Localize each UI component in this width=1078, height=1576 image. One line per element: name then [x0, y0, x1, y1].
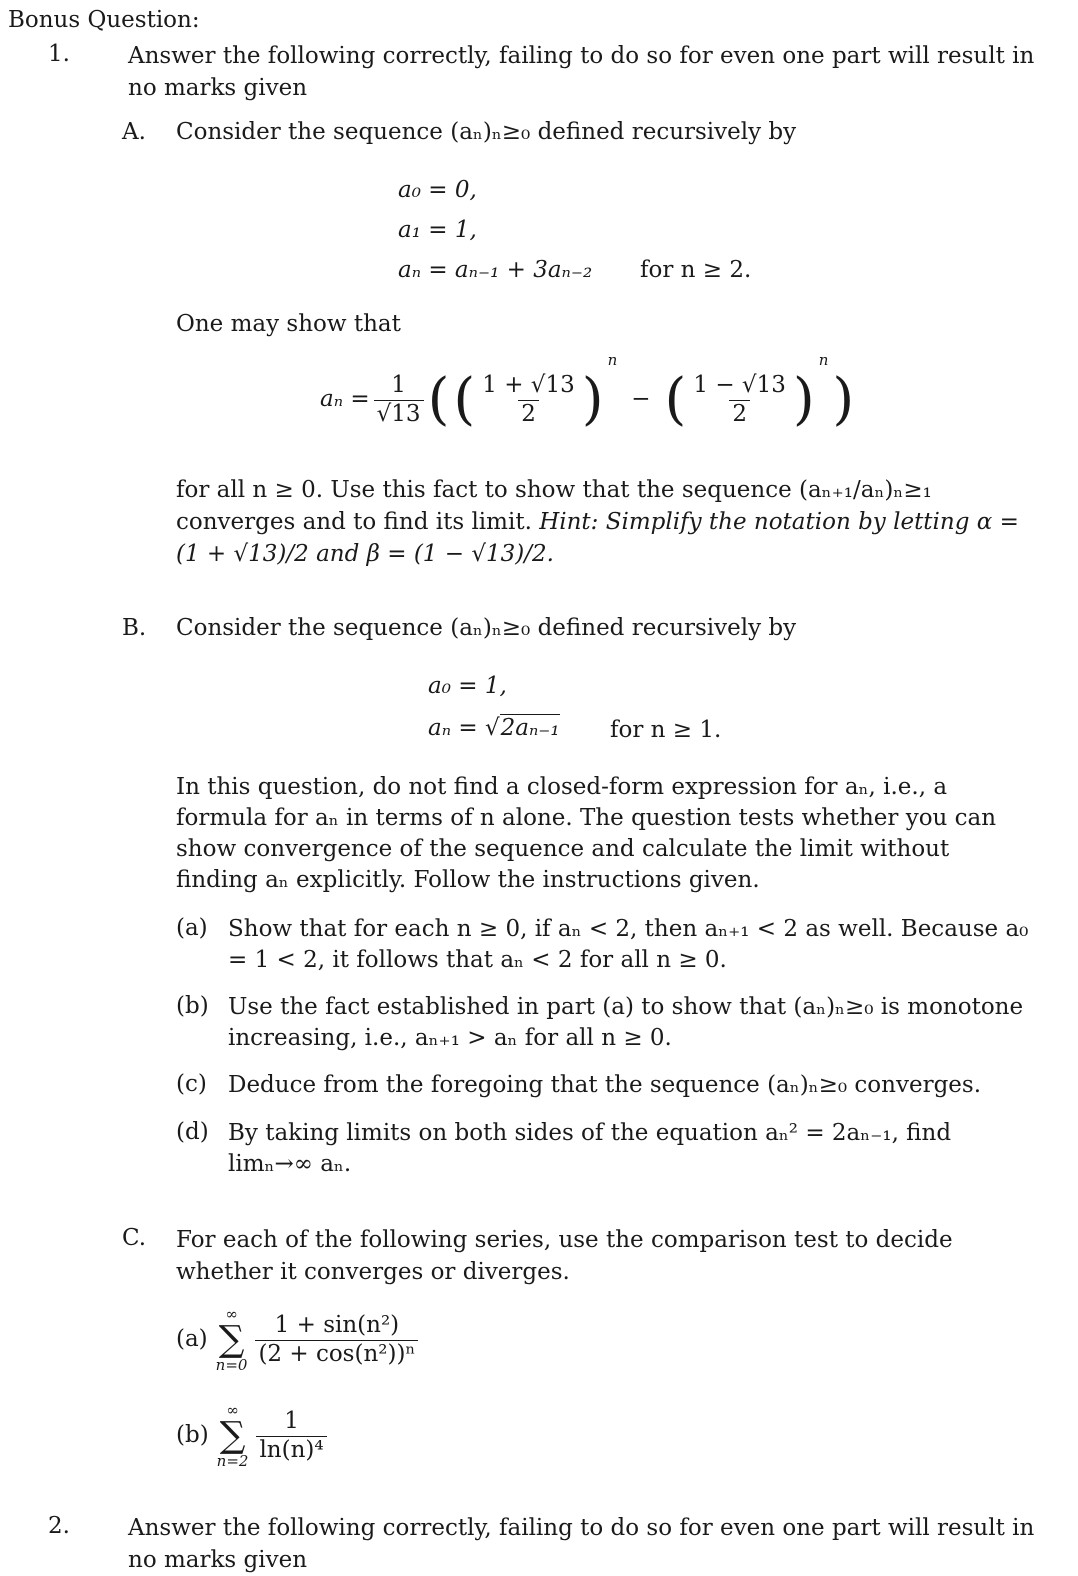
- series-b-label: (b): [176, 1422, 209, 1449]
- part-b-eq-recurrence: [428, 714, 560, 744]
- part-a-body: [176, 474, 1036, 570]
- series-a-sum: [216, 1307, 248, 1373]
- series-a: [176, 1300, 418, 1380]
- outer-paren-close: ): [832, 367, 855, 432]
- formula-coefficient: [374, 372, 424, 428]
- series-b-sum: [217, 1403, 249, 1469]
- part-a-hint: Hint: Simplify the notation by letting α = (1 + √13)/2 and β = (1 − √13)/2.: [176, 509, 1019, 567]
- series-b-term: [256, 1408, 326, 1464]
- q2-number: 2.: [48, 1513, 70, 1539]
- part-b-eq-radicand: 2aₙ₋₁: [500, 715, 560, 741]
- part-b-paragraph: In this question, do not find a closed-form expression for aₙ, i.e., a formula for aₙ in terms of n alone. The question tests whether you can show convergence of the sequence and calculate the limit without finding aₙ explicitly. Follow the instructions given.: [176, 774, 997, 893]
- part-a-eq-a1: a₁ = 1,: [398, 217, 477, 243]
- part-b-b-text: Use the fact established in part (a) to show that (aₙ)ₙ≥₀ is monotone increasing, i.e., aₙ₊₁ > aₙ for all n ≥ 0.: [228, 994, 1024, 1051]
- series-a-label: (a): [176, 1326, 208, 1353]
- part-b-c-text: Deduce from the foregoing that the sequence (aₙ)ₙ≥₀ converges.: [228, 1072, 982, 1098]
- series-a-den: (2 + cos(n²))ⁿ: [255, 1340, 418, 1369]
- part-a-body-text: for all n ≥ 0. Use this fact to show that the sequence (aₙ₊₁/aₙ)ₙ≥₁ converges and to find its limit.: [176, 477, 932, 535]
- part-c-intro: For each of the following series, use the comparison test to decide whether it converges or diverges.: [176, 1227, 953, 1285]
- series-b-lower: n=2: [216, 1452, 249, 1470]
- formula-t1-den: 2: [518, 400, 539, 429]
- formula-t2-den: 2: [729, 400, 750, 429]
- term2-paren-close: ): [792, 367, 815, 432]
- part-b-a-text: Show that for each n ≥ 0, if aₙ < 2, then aₙ₊₁ < 2 as well. Because a₀ = 1 < 2, it follows that aₙ < 2 for all n ≥ 0.: [228, 916, 1029, 973]
- formula-term2: [690, 372, 788, 428]
- formula-minus: −: [631, 386, 651, 413]
- part-a-label: A.: [122, 119, 146, 145]
- part-b-d-label: (d): [176, 1119, 209, 1145]
- part-b-eq-a0: a₀ = 1,: [428, 673, 507, 699]
- part-a-intro: Consider the sequence (aₙ)ₙ≥₀ defined recursively by: [176, 119, 797, 145]
- part-b-b-label: (b): [176, 993, 209, 1019]
- part-a-show-text: One may show that: [176, 311, 401, 337]
- part-b-intro: Consider the sequence (aₙ)ₙ≥₀ defined recursively by: [176, 615, 797, 641]
- series-b-den: ln(n)⁴: [256, 1436, 326, 1465]
- sqrt-icon: √: [484, 715, 500, 741]
- term1-paren-open: (: [453, 367, 476, 432]
- formula-t1-num: 1 + √13: [482, 371, 575, 398]
- q2-instruction: Answer the following correctly, failing to do so for even one part will result in no marks given: [128, 1515, 1035, 1573]
- formula-t2-num: 1 − √13: [693, 371, 786, 398]
- series-a-num: 1 + sin(n²): [274, 1311, 400, 1338]
- formula-term1: [479, 372, 577, 428]
- q1-instruction: Answer the following correctly, failing to do so for even one part will result in no marks given: [128, 43, 1035, 101]
- term2-paren-open: (: [664, 367, 687, 432]
- part-c-label: C.: [122, 1225, 147, 1251]
- part-b-d-text: By taking limits on both sides of the equation aₙ² = 2aₙ₋₁, find limₙ→∞ aₙ.: [228, 1120, 952, 1177]
- series-b: [176, 1396, 327, 1476]
- part-b-label: B.: [122, 615, 147, 641]
- part-a-eq-condition: for n ≥ 2.: [640, 257, 752, 283]
- series-b-num: 1: [284, 1407, 299, 1434]
- header-title: Bonus Question:: [8, 7, 200, 33]
- part-b-eq-lhs: aₙ =: [428, 715, 478, 741]
- series-a-lower: n=0: [215, 1356, 248, 1374]
- series-b-upper: ∞: [226, 1401, 239, 1419]
- series-a-upper: ∞: [225, 1305, 238, 1323]
- part-a-eq-a0: a₀ = 0,: [398, 177, 477, 203]
- sigma-icon: ∑: [219, 1415, 246, 1456]
- part-b-eq-condition: for n ≥ 1.: [610, 717, 722, 743]
- term1-paren-close: ): [581, 367, 604, 432]
- part-b-a-label: (a): [176, 915, 208, 941]
- series-a-term: [255, 1312, 418, 1368]
- q1-number: 1.: [48, 41, 70, 67]
- sigma-icon: ∑: [218, 1319, 245, 1360]
- formula-coef-den: √13: [374, 400, 424, 429]
- closed-form-formula: aₙ = $\frac{1}{√13}$ ( ( $\frac{1 + √13}{2}$ ) n − ( $\frac{1 - √13}{2}$ ) n ): [320, 351, 855, 432]
- outer-paren-open: (: [427, 367, 450, 432]
- formula-coef-num: 1: [391, 371, 406, 398]
- formula-lhs: aₙ =: [320, 386, 370, 413]
- part-b-c-label: (c): [176, 1071, 207, 1097]
- part-a-eq-recurrence: aₙ = aₙ₋₁ + 3aₙ₋₂: [398, 257, 593, 283]
